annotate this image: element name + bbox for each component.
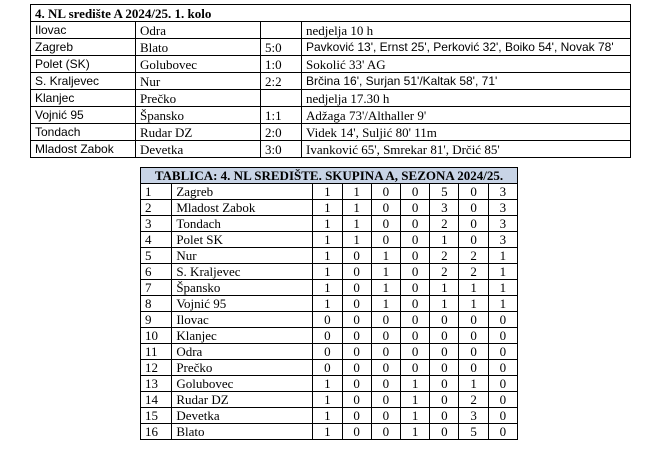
away-team: Devetka bbox=[136, 141, 261, 158]
standings-cell-goals-for: 0 bbox=[430, 392, 459, 408]
standings-row bbox=[141, 248, 518, 264]
standings-cell-rank: 4 bbox=[141, 232, 172, 248]
standings-cell-goals-for: 2 bbox=[430, 216, 459, 232]
standings-cell-losses: 0 bbox=[401, 344, 430, 360]
standings-row bbox=[141, 216, 518, 232]
standings-cell-goals-against: 0 bbox=[459, 328, 488, 344]
standings-cell-goals-for: 0 bbox=[430, 408, 459, 424]
match-row bbox=[31, 107, 631, 124]
standings-cell-played: 1 bbox=[313, 424, 342, 440]
standings-cell-draws: 0 bbox=[371, 312, 400, 328]
standings-cell-team: Tondach bbox=[172, 216, 313, 232]
match-info: Brčina 16', Surjan 51'/Kaltak 58', 71' bbox=[302, 73, 631, 90]
standings-row bbox=[141, 232, 518, 248]
standings-title: TABLICA: 4. NL SREDIŠTE. SKUPINA A, SEZONA 2024/25. bbox=[141, 168, 518, 184]
standings-row bbox=[141, 328, 518, 344]
standings-cell-losses: 0 bbox=[401, 184, 430, 200]
results-table bbox=[30, 4, 631, 158]
match-score bbox=[261, 90, 302, 107]
match-score: 2:2 bbox=[261, 73, 302, 90]
match-row bbox=[31, 39, 631, 56]
standings-cell-draws: 0 bbox=[371, 408, 400, 424]
standings-cell-goals-for: 0 bbox=[430, 312, 459, 328]
standings-cell-goals-against: 2 bbox=[459, 248, 488, 264]
standings-cell-team: Špansko bbox=[172, 280, 313, 296]
standings-cell-draws: 0 bbox=[371, 392, 400, 408]
standings-cell-rank: 16 bbox=[141, 424, 172, 440]
standings-cell-goals-for: 2 bbox=[430, 248, 459, 264]
match-score: 1:1 bbox=[261, 107, 302, 124]
standings-cell-points: 3 bbox=[488, 184, 517, 200]
standings-cell-points: 0 bbox=[488, 328, 517, 344]
standings-cell-team: Golubovec bbox=[172, 376, 313, 392]
standings-cell-played: 1 bbox=[313, 280, 342, 296]
standings-cell-played: 1 bbox=[313, 216, 342, 232]
standings-cell-goals-against: 0 bbox=[459, 312, 488, 328]
standings-cell-losses: 0 bbox=[401, 360, 430, 376]
standings-cell-rank: 10 bbox=[141, 328, 172, 344]
standings-cell-rank: 15 bbox=[141, 408, 172, 424]
standings-cell-played: 1 bbox=[313, 296, 342, 312]
home-team: Mladost Zabok bbox=[31, 141, 136, 158]
standings-cell-points: 0 bbox=[488, 376, 517, 392]
standings-cell-losses: 0 bbox=[401, 296, 430, 312]
standings-cell-played: 1 bbox=[313, 376, 342, 392]
standings-row bbox=[141, 264, 518, 280]
standings-cell-team: Prečko bbox=[172, 360, 313, 376]
match-score: 3:0 bbox=[261, 141, 302, 158]
away-team: Špansko bbox=[136, 107, 261, 124]
standings-cell-wins: 1 bbox=[342, 232, 371, 248]
standings-cell-draws: 0 bbox=[371, 424, 400, 440]
home-team: Polet (SK) bbox=[31, 56, 136, 73]
standings-cell-goals-against: 0 bbox=[459, 200, 488, 216]
standings-cell-rank: 1 bbox=[141, 184, 172, 200]
standings-cell-wins: 0 bbox=[342, 264, 371, 280]
standings-cell-draws: 0 bbox=[371, 232, 400, 248]
standings-cell-rank: 8 bbox=[141, 296, 172, 312]
standings-table bbox=[140, 167, 518, 440]
standings-cell-team: S. Kraljevec bbox=[172, 264, 313, 280]
match-row bbox=[31, 141, 631, 158]
standings-cell-draws: 1 bbox=[371, 248, 400, 264]
standings-cell-draws: 1 bbox=[371, 296, 400, 312]
standings-cell-points: 0 bbox=[488, 424, 517, 440]
standings-cell-team: Zagreb bbox=[172, 184, 313, 200]
standings-cell-played: 1 bbox=[313, 200, 342, 216]
standings-cell-goals-against: 5 bbox=[459, 424, 488, 440]
standings-cell-draws: 0 bbox=[371, 184, 400, 200]
standings-cell-goals-against: 1 bbox=[459, 296, 488, 312]
standings-cell-goals-for: 0 bbox=[430, 376, 459, 392]
standings-cell-wins: 0 bbox=[342, 376, 371, 392]
standings-cell-wins: 1 bbox=[342, 200, 371, 216]
standings-cell-played: 0 bbox=[313, 344, 342, 360]
standings-cell-team: Polet SK bbox=[172, 232, 313, 248]
match-score: 2:0 bbox=[261, 124, 302, 141]
standings-cell-draws: 1 bbox=[371, 264, 400, 280]
standings-cell-wins: 0 bbox=[342, 280, 371, 296]
match-info: Adžaga 73'/Althaller 9' bbox=[302, 107, 631, 124]
standings-cell-points: 1 bbox=[488, 264, 517, 280]
standings-cell-draws: 0 bbox=[371, 376, 400, 392]
away-team: Nur bbox=[136, 73, 261, 90]
standings-cell-played: 1 bbox=[313, 232, 342, 248]
standings-cell-points: 0 bbox=[488, 360, 517, 376]
standings-cell-points: 0 bbox=[488, 392, 517, 408]
match-row bbox=[31, 124, 631, 141]
standings-cell-rank: 5 bbox=[141, 248, 172, 264]
results-title: 4. NL središte A 2024/25. 1. kolo bbox=[31, 5, 631, 22]
standings-cell-losses: 0 bbox=[401, 232, 430, 248]
match-info: Videk 14', Suljić 80' 11m bbox=[302, 124, 631, 141]
standings-cell-goals-against: 2 bbox=[459, 392, 488, 408]
away-team: Odra bbox=[136, 22, 261, 39]
standings-cell-played: 1 bbox=[313, 408, 342, 424]
results-header-row bbox=[31, 5, 631, 22]
standings-cell-rank: 3 bbox=[141, 216, 172, 232]
standings-cell-losses: 1 bbox=[401, 408, 430, 424]
standings-cell-goals-against: 0 bbox=[459, 360, 488, 376]
standings-cell-points: 3 bbox=[488, 200, 517, 216]
away-team: Blato bbox=[136, 39, 261, 56]
match-info: nedjelja 17.30 h bbox=[302, 90, 631, 107]
standings-cell-played: 1 bbox=[313, 248, 342, 264]
standings-cell-wins: 0 bbox=[342, 296, 371, 312]
standings-row bbox=[141, 280, 518, 296]
standings-cell-goals-for: 5 bbox=[430, 184, 459, 200]
standings-cell-losses: 0 bbox=[401, 248, 430, 264]
away-team: Golubovec bbox=[136, 56, 261, 73]
match-score bbox=[261, 22, 302, 39]
standings-cell-goals-against: 1 bbox=[459, 376, 488, 392]
standings-row bbox=[141, 408, 518, 424]
standings-row bbox=[141, 312, 518, 328]
standings-cell-played: 1 bbox=[313, 392, 342, 408]
standings-cell-wins: 0 bbox=[342, 424, 371, 440]
standings-cell-played: 0 bbox=[313, 360, 342, 376]
standings-cell-goals-against: 0 bbox=[459, 232, 488, 248]
standings-cell-goals-for: 1 bbox=[430, 232, 459, 248]
standings-cell-wins: 0 bbox=[342, 344, 371, 360]
standings-cell-goals-for: 0 bbox=[430, 360, 459, 376]
standings-cell-team: Vojnić 95 bbox=[172, 296, 313, 312]
standings-row bbox=[141, 296, 518, 312]
standings-cell-losses: 0 bbox=[401, 312, 430, 328]
home-team: Ilovac bbox=[31, 22, 136, 39]
standings-cell-rank: 14 bbox=[141, 392, 172, 408]
standings-cell-goals-for: 0 bbox=[430, 344, 459, 360]
home-team: Klanjec bbox=[31, 90, 136, 107]
standings-cell-rank: 9 bbox=[141, 312, 172, 328]
standings-cell-wins: 1 bbox=[342, 184, 371, 200]
match-info: Ivanković 65', Smrekar 81', Drčić 85' bbox=[302, 141, 631, 158]
standings-cell-played: 1 bbox=[313, 264, 342, 280]
standings-cell-goals-against: 1 bbox=[459, 280, 488, 296]
standings-cell-wins: 0 bbox=[342, 248, 371, 264]
standings-cell-points: 3 bbox=[488, 232, 517, 248]
away-team: Prečko bbox=[136, 90, 261, 107]
standings-cell-draws: 0 bbox=[371, 360, 400, 376]
match-row bbox=[31, 22, 631, 39]
standings-cell-losses: 0 bbox=[401, 200, 430, 216]
standings-cell-points: 0 bbox=[488, 312, 517, 328]
home-team: Vojnić 95 bbox=[31, 107, 136, 124]
home-team: Tondach bbox=[31, 124, 136, 141]
standings-cell-losses: 0 bbox=[401, 280, 430, 296]
standings-cell-losses: 0 bbox=[401, 264, 430, 280]
standings-cell-team: Blato bbox=[172, 424, 313, 440]
standings-cell-losses: 1 bbox=[401, 424, 430, 440]
standings-cell-played: 0 bbox=[313, 328, 342, 344]
standings-row bbox=[141, 376, 518, 392]
standings-cell-points: 1 bbox=[488, 248, 517, 264]
standings-cell-goals-for: 0 bbox=[430, 424, 459, 440]
standings-row bbox=[141, 344, 518, 360]
standings-cell-team: Devetka bbox=[172, 408, 313, 424]
standings-cell-team: Nur bbox=[172, 248, 313, 264]
standings-cell-rank: 11 bbox=[141, 344, 172, 360]
standings-cell-goals-against: 2 bbox=[459, 264, 488, 280]
standings-cell-losses: 0 bbox=[401, 216, 430, 232]
match-score: 5:0 bbox=[261, 39, 302, 56]
standings-cell-draws: 0 bbox=[371, 344, 400, 360]
standings-row bbox=[141, 360, 518, 376]
standings-cell-losses: 1 bbox=[401, 392, 430, 408]
standings-cell-goals-against: 0 bbox=[459, 344, 488, 360]
standings-cell-draws: 0 bbox=[371, 216, 400, 232]
standings-cell-played: 0 bbox=[313, 312, 342, 328]
standings-row bbox=[141, 200, 518, 216]
match-info: Sokolić 33' AG bbox=[302, 56, 631, 73]
standings-cell-goals-for: 1 bbox=[430, 280, 459, 296]
standings-cell-rank: 13 bbox=[141, 376, 172, 392]
standings-cell-points: 1 bbox=[488, 280, 517, 296]
standings-cell-wins: 1 bbox=[342, 216, 371, 232]
standings-row bbox=[141, 184, 518, 200]
standings-cell-team: Ilovac bbox=[172, 312, 313, 328]
standings-cell-wins: 0 bbox=[342, 392, 371, 408]
standings-cell-points: 3 bbox=[488, 216, 517, 232]
match-row bbox=[31, 73, 631, 90]
standings-cell-goals-for: 1 bbox=[430, 296, 459, 312]
standings-cell-draws: 0 bbox=[371, 328, 400, 344]
standings-cell-points: 1 bbox=[488, 296, 517, 312]
standings-cell-points: 0 bbox=[488, 344, 517, 360]
standings-cell-losses: 0 bbox=[401, 328, 430, 344]
match-row bbox=[31, 56, 631, 73]
standings-cell-points: 0 bbox=[488, 408, 517, 424]
standings-cell-rank: 6 bbox=[141, 264, 172, 280]
standings-cell-goals-for: 0 bbox=[430, 328, 459, 344]
standings-cell-team: Rudar DZ bbox=[172, 392, 313, 408]
away-team: Rudar DZ bbox=[136, 124, 261, 141]
standings-cell-played: 1 bbox=[313, 184, 342, 200]
match-row bbox=[31, 90, 631, 107]
home-team: S. Kraljevec bbox=[31, 73, 136, 90]
standings-cell-goals-for: 3 bbox=[430, 200, 459, 216]
match-score: 1:0 bbox=[261, 56, 302, 73]
match-info: nedjelja 10 h bbox=[302, 22, 631, 39]
standings-cell-rank: 7 bbox=[141, 280, 172, 296]
standings-cell-goals-for: 2 bbox=[430, 264, 459, 280]
standings-row bbox=[141, 424, 518, 440]
standings-cell-team: Odra bbox=[172, 344, 313, 360]
match-info: Pavković 13', Ernst 25', Perković 32', Boiko 54', Novak 78' bbox=[302, 39, 631, 56]
standings-cell-draws: 1 bbox=[371, 280, 400, 296]
standings-cell-wins: 0 bbox=[342, 360, 371, 376]
standings-cell-team: Mladost Zabok bbox=[172, 200, 313, 216]
standings-cell-goals-against: 3 bbox=[459, 408, 488, 424]
standings-cell-goals-against: 0 bbox=[459, 184, 488, 200]
standings-cell-rank: 2 bbox=[141, 200, 172, 216]
standings-row bbox=[141, 392, 518, 408]
standings-cell-team: Klanjec bbox=[172, 328, 313, 344]
standings-cell-rank: 12 bbox=[141, 360, 172, 376]
standings-cell-goals-against: 0 bbox=[459, 216, 488, 232]
standings-cell-draws: 0 bbox=[371, 200, 400, 216]
standings-cell-wins: 0 bbox=[342, 312, 371, 328]
home-team: Zagreb bbox=[31, 39, 136, 56]
standings-title-row bbox=[141, 168, 518, 184]
standings-cell-wins: 0 bbox=[342, 328, 371, 344]
standings-cell-wins: 0 bbox=[342, 408, 371, 424]
standings-cell-losses: 1 bbox=[401, 376, 430, 392]
